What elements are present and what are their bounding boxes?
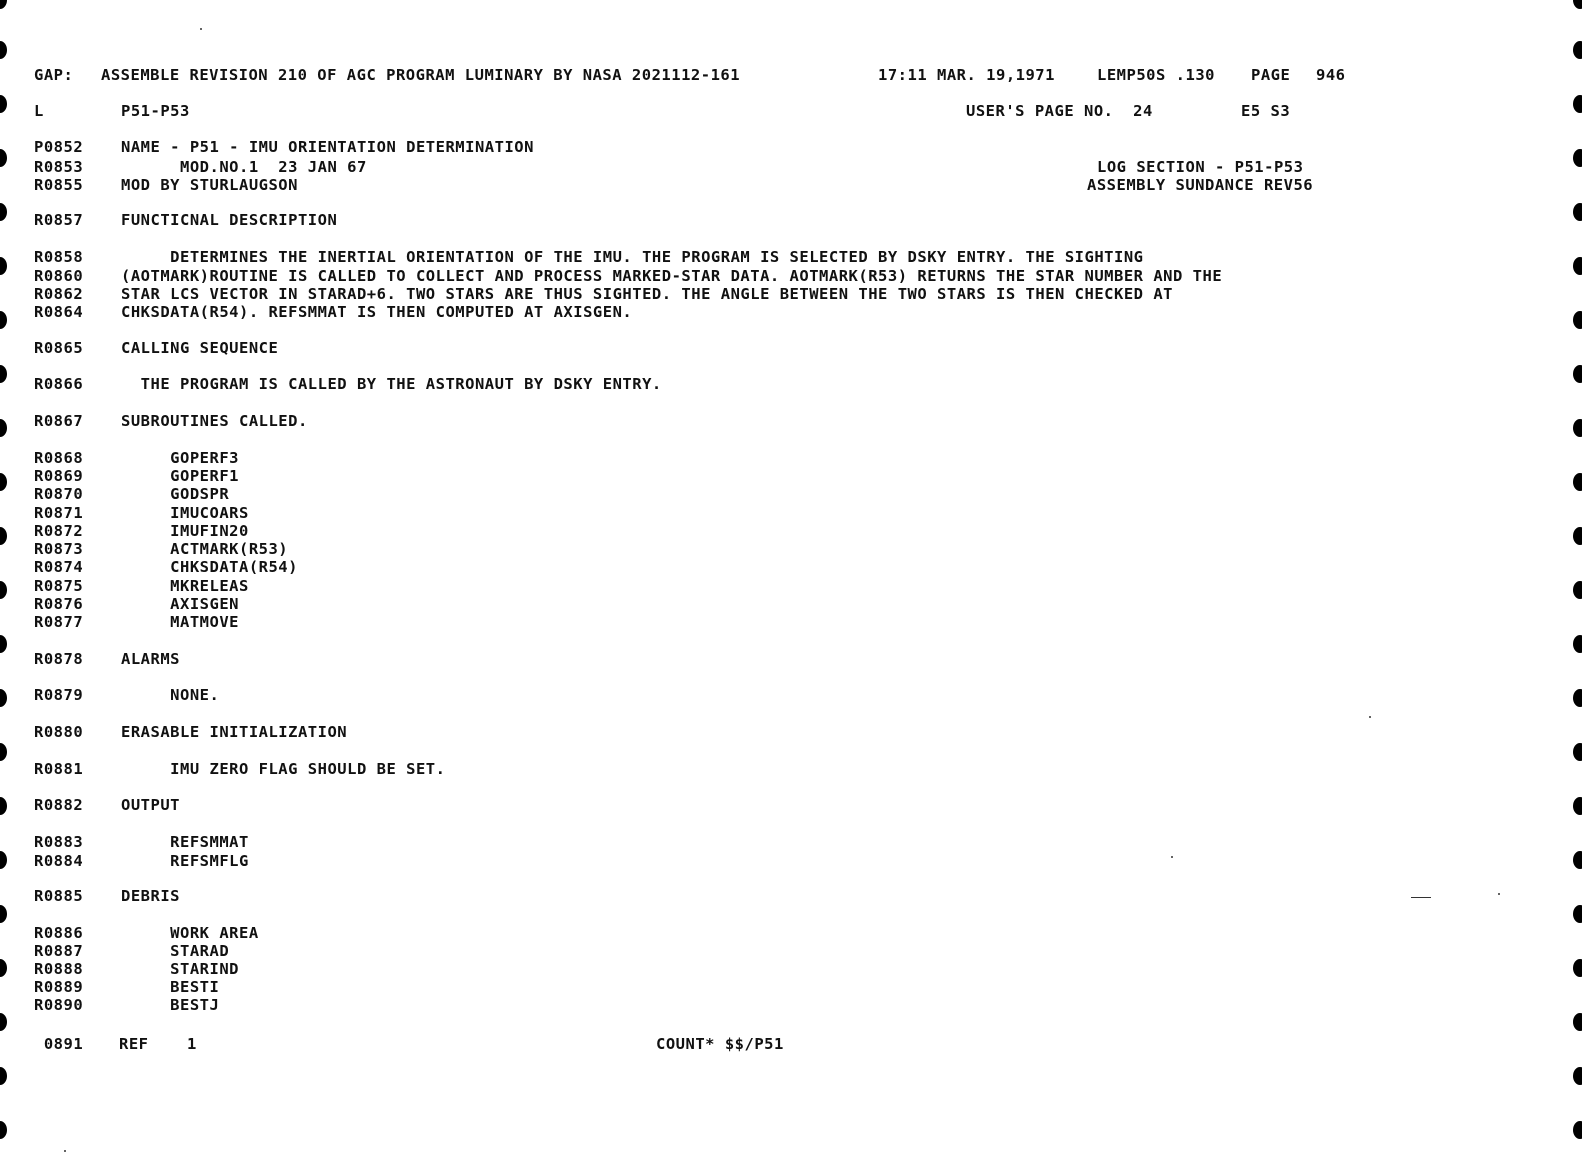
subheader-letter: L	[34, 102, 44, 120]
listing-text: THE PROGRAM IS CALLED BY THE ASTRONAUT BY DSKY ENTRY.	[121, 375, 662, 393]
line-number: R0889	[34, 978, 84, 996]
line-number: R0862	[34, 285, 84, 303]
listing-text: STARIND	[121, 960, 239, 978]
feed-hole	[0, 203, 7, 221]
listing-text: WORK AREA	[121, 924, 259, 942]
listing-text: STARAD	[121, 942, 230, 960]
footer-ref-label: REF	[119, 1035, 149, 1053]
listing-text: GOPERF3	[121, 449, 239, 467]
header-page-number: 946	[1316, 66, 1346, 84]
listing-text: IMU ZERO FLAG SHOULD BE SET.	[121, 760, 446, 778]
line-number: R0884	[34, 852, 84, 870]
line-number: R0860	[34, 267, 84, 285]
assembly-info: ASSEMBLY SUNDANCE REV56	[1087, 176, 1314, 194]
line-number: R0864	[34, 303, 84, 321]
header-gap-label: GAP:	[34, 66, 74, 84]
feed-hole	[0, 1067, 7, 1085]
listing-text: GOPERF1	[121, 467, 239, 485]
feed-hole	[1573, 581, 1582, 599]
subheader-code: E5 S3	[1241, 102, 1291, 120]
line-number: R0888	[34, 960, 84, 978]
feed-hole	[0, 797, 7, 815]
feed-hole	[0, 419, 7, 437]
listing-text: CHKSDATA(R54). REFSMMAT IS THEN COMPUTED AT AXISGEN.	[121, 303, 633, 321]
feed-hole	[0, 905, 7, 923]
line-number: R0874	[34, 558, 84, 576]
listing-text: GODSPR	[121, 485, 230, 503]
footer-ref-number: 1	[187, 1035, 197, 1053]
header-page-label: PAGE	[1251, 66, 1291, 84]
listing-text: REFSMFLG	[121, 852, 249, 870]
subheader-user-page: USER'S PAGE NO. 24	[966, 102, 1153, 120]
listing-text: FUNCTICNAL DESCRIPTION	[121, 211, 338, 229]
listing-text: MOD.NO.1 23 JAN 67	[121, 158, 367, 176]
feed-hole	[1573, 0, 1582, 9]
feed-hole	[0, 1013, 7, 1031]
line-number: R0887	[34, 942, 84, 960]
line-number: R0881	[34, 760, 84, 778]
feed-hole	[1573, 527, 1582, 545]
footer-line-number: 0891	[34, 1035, 84, 1053]
line-number: R0876	[34, 595, 84, 613]
line-number: R0873	[34, 540, 84, 558]
feed-hole	[0, 365, 7, 383]
feed-hole	[0, 473, 7, 491]
listing-text: IMUCOARS	[121, 504, 249, 522]
feed-hole	[0, 41, 7, 59]
feed-hole	[1573, 635, 1582, 653]
feed-hole	[1573, 41, 1582, 59]
line-number: R0867	[34, 412, 84, 430]
feed-hole	[1573, 203, 1582, 221]
line-number: R0853	[34, 158, 84, 176]
feed-hole	[1573, 257, 1582, 275]
header-date: 17:11 MAR. 19,1971	[878, 66, 1055, 84]
scan-dash	[1411, 897, 1431, 898]
speck	[200, 28, 202, 30]
line-number: R0886	[34, 924, 84, 942]
speck	[64, 1150, 66, 1152]
feed-hole	[0, 527, 7, 545]
feed-hole	[0, 743, 7, 761]
line-number: R0880	[34, 723, 84, 741]
feed-hole	[1573, 1067, 1582, 1085]
line-number: R0872	[34, 522, 84, 540]
listing-text: CALLING SEQUENCE	[121, 339, 279, 357]
feed-hole	[1573, 419, 1582, 437]
feed-hole	[0, 959, 7, 977]
feed-hole	[0, 257, 7, 275]
listing-text: REFSMMAT	[121, 833, 249, 851]
feed-hole	[0, 149, 7, 167]
listing-text: ERASABLE INITIALIZATION	[121, 723, 348, 741]
line-number: R0858	[34, 248, 84, 266]
line-number: R0871	[34, 504, 84, 522]
feed-hole	[0, 95, 7, 113]
listing-text: IMUFIN20	[121, 522, 249, 540]
line-number: R0865	[34, 339, 84, 357]
feed-hole	[1573, 797, 1582, 815]
listing-text: AXISGEN	[121, 595, 239, 613]
feed-hole	[1573, 959, 1582, 977]
line-number: R0868	[34, 449, 84, 467]
feed-hole	[1573, 365, 1582, 383]
listing-text: BESTI	[121, 978, 220, 996]
line-number: R0870	[34, 485, 84, 503]
feed-hole	[1573, 743, 1582, 761]
feed-hole	[0, 581, 7, 599]
listing-text: ALARMS	[121, 650, 180, 668]
feed-hole	[0, 851, 7, 869]
feed-hole	[1573, 905, 1582, 923]
feed-hole	[1573, 311, 1582, 329]
speck	[1498, 893, 1500, 895]
line-number: R0869	[34, 467, 84, 485]
line-number: R0866	[34, 375, 84, 393]
feed-hole	[1573, 851, 1582, 869]
feed-hole	[1573, 1013, 1582, 1031]
line-number: R0890	[34, 996, 84, 1014]
listing-text: DETERMINES THE INERTIAL ORIENTATION OF THE IMU. THE PROGRAM IS SELECTED BY DSKY ENTRY. THE SIGHTING	[121, 248, 1144, 266]
feed-hole	[1573, 1121, 1582, 1139]
line-number: P0852	[34, 138, 84, 156]
line-number: R0885	[34, 887, 84, 905]
line-number: R0878	[34, 650, 84, 668]
listing-text: ACTMARK(R53)	[121, 540, 289, 558]
feed-hole	[0, 689, 7, 707]
listing-text: SUBROUTINES CALLED.	[121, 412, 308, 430]
listing-text: OUTPUT	[121, 796, 180, 814]
feed-hole	[1573, 473, 1582, 491]
line-number: R0882	[34, 796, 84, 814]
feed-hole	[1573, 689, 1582, 707]
listing-text: STAR LCS VECTOR IN STARAD+6. TWO STARS ARE THUS SIGHTED. THE ANGLE BETWEEN THE TWO STARS IS THEN CHECKED AT	[121, 285, 1174, 303]
header-title: ASSEMBLE REVISION 210 OF AGC PROGRAM LUMINARY BY NASA 2021112-161	[101, 66, 741, 84]
feed-hole	[0, 1121, 7, 1139]
line-number: R0879	[34, 686, 84, 704]
line-number: R0857	[34, 211, 84, 229]
speck	[1369, 716, 1371, 718]
listing-text: MKRELEAS	[121, 577, 249, 595]
feed-hole	[0, 635, 7, 653]
listing-text: NONE.	[121, 686, 220, 704]
line-number: R0883	[34, 833, 84, 851]
listing-text: NAME - P51 - IMU ORIENTATION DETERMINATION	[121, 138, 534, 156]
header-id: LEMP50S .130	[1097, 66, 1215, 84]
listing-text: MATMOVE	[121, 613, 239, 631]
listing-text: MOD BY STURLAUGSON	[121, 176, 298, 194]
listing-text: CHKSDATA(R54)	[121, 558, 298, 576]
feed-hole	[0, 0, 7, 9]
line-number: R0855	[34, 176, 84, 194]
speck	[1171, 856, 1173, 858]
listing-text: DEBRIS	[121, 887, 180, 905]
line-number: R0877	[34, 613, 84, 631]
line-number: R0875	[34, 577, 84, 595]
log-section: LOG SECTION - P51-P53	[1097, 158, 1304, 176]
subheader-program: P51-P53	[121, 102, 190, 120]
listing-text: BESTJ	[121, 996, 220, 1014]
footer-count: COUNT* $$/P51	[656, 1035, 784, 1053]
feed-hole	[1573, 95, 1582, 113]
feed-hole	[1573, 149, 1582, 167]
listing-text: (AOTMARK)ROUTINE IS CALLED TO COLLECT AND PROCESS MARKED-STAR DATA. AOTMARK(R53) RETURNS THE STAR NUMBER AND THE	[121, 267, 1223, 285]
feed-hole	[0, 311, 7, 329]
